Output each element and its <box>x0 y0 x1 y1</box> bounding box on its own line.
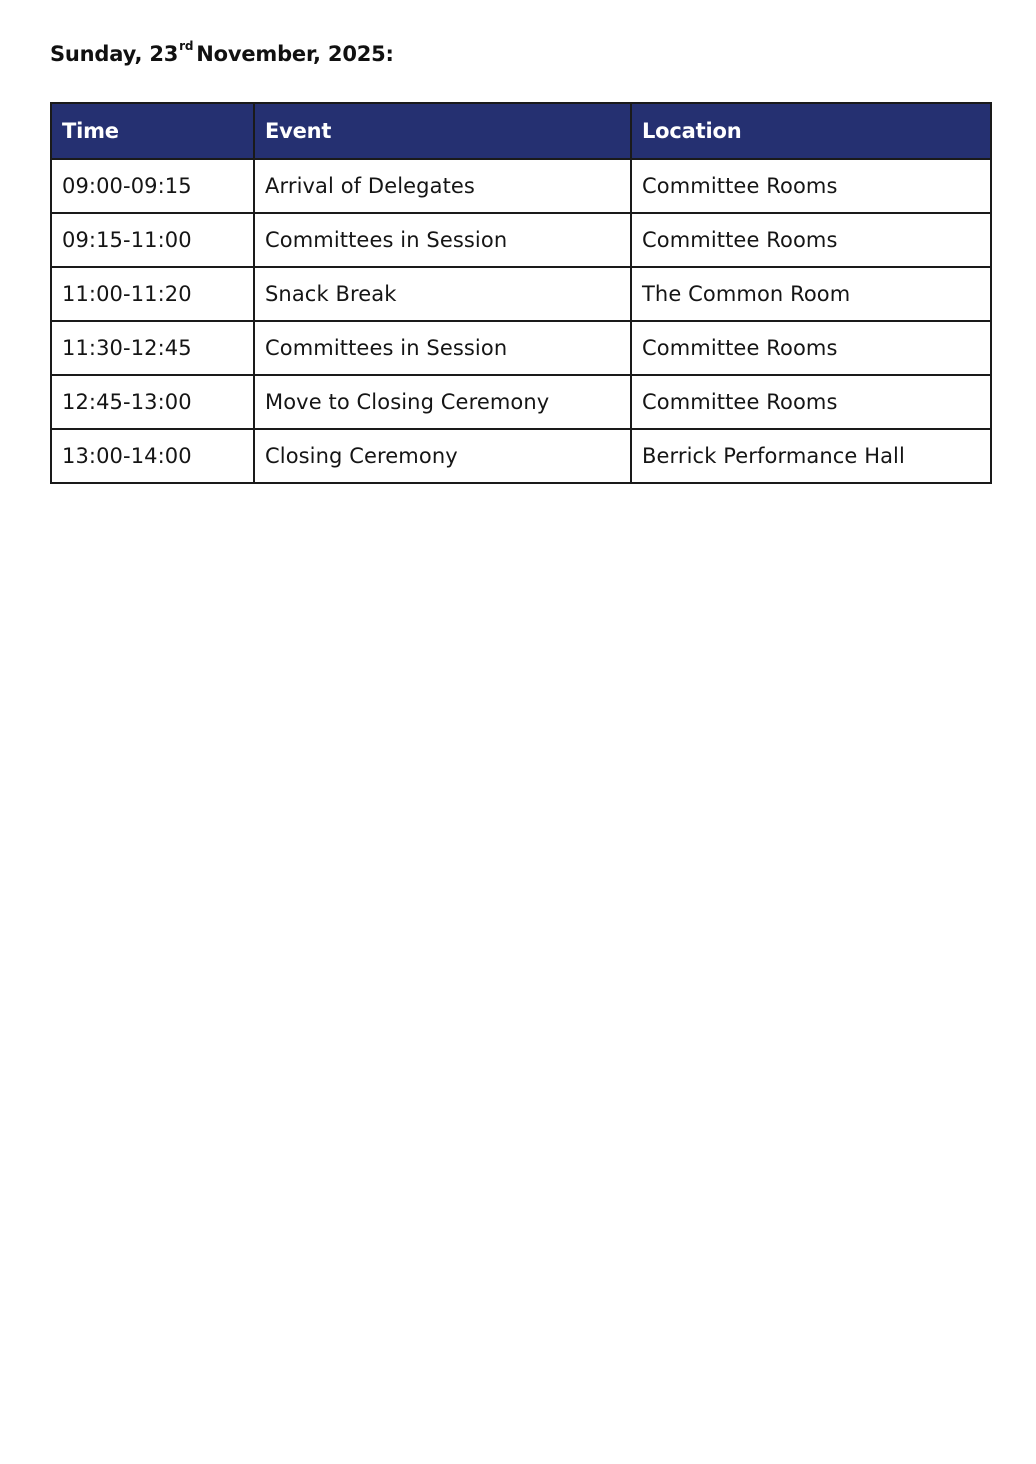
table-row <box>51 267 991 321</box>
cell-event: Move to Closing Ceremony <box>254 375 631 429</box>
cell-location: Berrick Performance Hall <box>631 429 991 483</box>
cell-time: 13:00-14:00 <box>51 429 254 483</box>
header-time: Time <box>51 103 254 159</box>
schedule-table-body <box>51 159 991 483</box>
heading-date-suffix: November, 2025: <box>196 42 394 66</box>
table-row <box>51 375 991 429</box>
cell-event: Closing Ceremony <box>254 429 631 483</box>
schedule-table <box>50 102 992 484</box>
table-row <box>51 429 991 483</box>
cell-event: Committees in Session <box>254 321 631 375</box>
cell-location: The Common Room <box>631 267 991 321</box>
schedule-date-heading <box>50 39 394 66</box>
cell-location: Committee Rooms <box>631 159 991 213</box>
heading-date-prefix: Sunday, 23 <box>50 42 179 66</box>
cell-time: 12:45-13:00 <box>51 375 254 429</box>
cell-event: Arrival of Delegates <box>254 159 631 213</box>
header-location: Location <box>631 103 991 159</box>
cell-time: 09:15-11:00 <box>51 213 254 267</box>
cell-location: Committee Rooms <box>631 321 991 375</box>
cell-event: Committees in Session <box>254 213 631 267</box>
cell-event: Snack Break <box>254 267 631 321</box>
header-row <box>51 103 991 159</box>
table-row <box>51 321 991 375</box>
header-event: Event <box>254 103 631 159</box>
cell-location: Committee Rooms <box>631 375 991 429</box>
cell-location: Committee Rooms <box>631 213 991 267</box>
cell-time: 09:00-09:15 <box>51 159 254 213</box>
table-row <box>51 213 991 267</box>
cell-time: 11:00-11:20 <box>51 267 254 321</box>
cell-time: 11:30-12:45 <box>51 321 254 375</box>
table-row <box>51 159 991 213</box>
heading-ordinal-suffix: rd <box>179 39 194 53</box>
schedule-table-header <box>51 103 991 159</box>
